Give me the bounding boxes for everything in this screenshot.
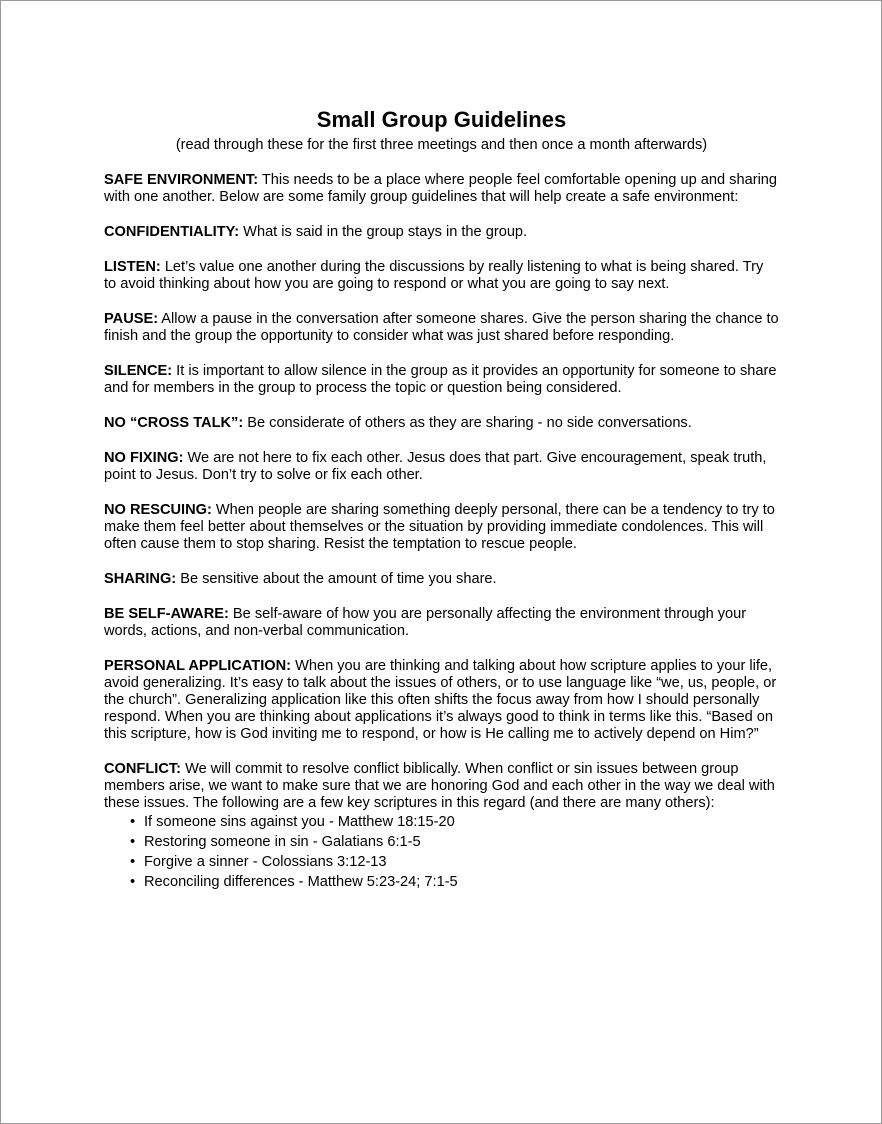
bullet-icon: • — [130, 874, 136, 890]
section-text: What is said in the group stays in the group. — [239, 224, 528, 240]
section-text: It is important to allow silence in the group as it provides an opportunity for someone to share and for members in the group to process the topic or question being considered. — [104, 363, 777, 396]
section-text: Be self-aware of how you are personally affecting the environment through your words, actions, and non-verbal communication. — [104, 606, 747, 639]
document-content — [104, 102, 779, 892]
bullet-icon: • — [130, 854, 136, 870]
list-item: • Forgive a sinner - Colossians 3:12-13 — [130, 854, 387, 870]
section-safe-environment — [104, 172, 779, 206]
section-label: NO “CROSS TALK”: — [104, 415, 244, 431]
section-text: Be considerate of others as they are sharing - no side conversations. — [243, 415, 692, 431]
section-text: This needs to be a place where people feel comfortable opening up and sharing with one another. Below are some family group guidelines that will help create a safe environment: — [104, 172, 778, 205]
section-text: Be sensitive about the amount of time you share. — [176, 571, 497, 587]
section-conflict — [104, 761, 779, 812]
section-label: NO FIXING: — [104, 450, 184, 466]
section-text: Let’s value one another during the discussions by really listening to what is being shared. Try to avoid thinking about how you are going to respond or what you are going to say next. — [104, 259, 764, 292]
list-item: • If someone sins against you - Matthew 18:15-20 — [130, 814, 455, 830]
section-pause — [104, 311, 779, 345]
section-listen — [104, 259, 779, 293]
section-label: SHARING: — [104, 571, 177, 587]
section-no-rescuing — [104, 502, 779, 553]
section-label: CONFIDENTIALITY: — [104, 224, 240, 240]
section-text: We will commit to resolve conflict biblically. When conflict or sin issues between group members arise, we want to make sure that we are honoring God and each other in the way we deal with these issues. The following are a few key scriptures in this regard (and there are many others): — [104, 761, 775, 811]
bullet-icon: • — [130, 834, 136, 850]
bullet-icon: • — [130, 814, 136, 830]
section-sharing — [104, 571, 779, 588]
section-confidentiality — [104, 224, 779, 241]
list-item: • Reconciling differences - Matthew 5:23-24; 7:1-5 — [130, 874, 458, 890]
page-subtitle: (read through these for the first three meetings and then once a month afterwards) — [175, 137, 708, 153]
section-text: We are not here to fix each other. Jesus does that part. Give encouragement, speak truth, point to Jesus. Don’t try to solve or fix each other. — [104, 450, 767, 483]
section-label: LISTEN: — [104, 259, 161, 275]
section-label: SILENCE: — [104, 363, 173, 379]
section-text: Allow a pause in the conversation after someone shares. Give the person sharing the chance to finish and the group the opportunity to consider what was just shared before responding. — [104, 311, 779, 344]
section-text: When people are sharing something deeply personal, there can be a tendency to try to make them feel better about themselves or the situation by providing immediate condolences. This will often cause them to stop sharing. Resist the temptation to rescue people. — [104, 502, 775, 552]
section-label: CONFLICT: — [104, 761, 182, 777]
section-no-cross-talk — [104, 415, 779, 432]
section-no-fixing — [104, 450, 779, 484]
section-silence — [104, 363, 779, 397]
section-label: PERSONAL APPLICATION: — [104, 658, 292, 674]
section-label: SAFE ENVIRONMENT: — [104, 172, 259, 188]
scripture-list — [104, 812, 779, 892]
section-label: NO RESCUING: — [104, 502, 212, 518]
section-personal-application — [104, 658, 779, 743]
section-label: PAUSE: — [104, 311, 159, 327]
page-title: Small Group Guidelines — [316, 107, 567, 132]
section-be-self-aware — [104, 606, 779, 640]
section-label: BE SELF-AWARE: — [104, 606, 229, 622]
section-text: When you are thinking and talking about how scripture applies to your life, avoid generalizing. It’s easy to talk about the issues of others, or to use language like “we, us, people, or the church”. Generalizing application like this often shifts the focus away from how I should personally respond. When you are thinking about applications it’s always good to think in terms like this. “Based on this scripture, how is God inviting me to respond, or how is He calling me to actively depend on Him?” — [104, 658, 777, 742]
list-item: • Restoring someone in sin - Galatians 6:1-5 — [130, 834, 421, 850]
